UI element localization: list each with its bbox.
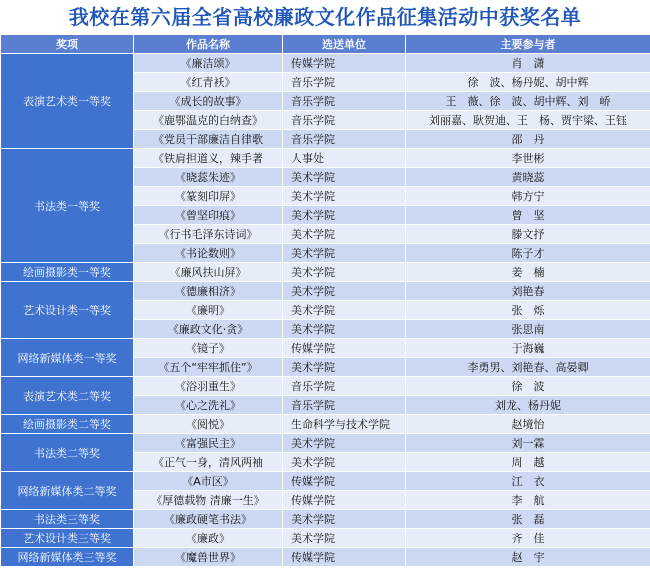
participants-cell: 刘龙、杨丹妮 xyxy=(406,396,650,415)
participants-cell: 邵 丹 xyxy=(406,130,650,149)
participants-cell: 赵 宇 xyxy=(406,548,650,567)
participants-cell: 韩方宁 xyxy=(406,187,650,206)
participants-cell: 张 磊 xyxy=(406,510,650,529)
award-category-cell: 网络新媒体类二等奖 xyxy=(1,472,134,510)
unit-cell: 传媒学院 xyxy=(283,491,406,510)
table-row xyxy=(1,263,650,282)
work-name-cell: 《廉洁颂》 xyxy=(134,54,283,73)
award-category-cell: 网络新媒体类一等奖 xyxy=(1,339,134,377)
unit-cell: 美术学院 xyxy=(283,301,406,320)
participants-cell: 李 航 xyxy=(406,491,650,510)
award-category-cell: 表演艺术类二等奖 xyxy=(1,377,134,415)
participants-cell: 徐 波、杨丹妮、胡中辉 xyxy=(406,73,650,92)
unit-cell: 音乐学院 xyxy=(283,396,406,415)
participants-cell: 徐 波 xyxy=(406,377,650,396)
participants-cell: 黄晓蕊 xyxy=(406,168,650,187)
header-participants: 主要参与者 xyxy=(406,35,650,54)
unit-cell: 音乐学院 xyxy=(283,130,406,149)
participants-cell: 刘艳春 xyxy=(406,282,650,301)
participants-cell: 李勇男、刘艳春、高晏卿 xyxy=(406,358,650,377)
unit-cell: 传媒学院 xyxy=(283,548,406,567)
work-name-cell: 《书论数则》 xyxy=(134,244,283,263)
unit-cell: 美术学院 xyxy=(283,434,406,453)
header-work: 作品名称 xyxy=(134,35,283,54)
work-name-cell: 《廉明》 xyxy=(134,301,283,320)
unit-cell: 传媒学院 xyxy=(283,339,406,358)
participants-cell: 张思南 xyxy=(406,320,650,339)
unit-cell: 传媒学院 xyxy=(283,472,406,491)
participants-cell: 滕文抒 xyxy=(406,225,650,244)
work-name-cell: 《廉政硬笔书法》 xyxy=(134,510,283,529)
unit-cell: 人事处 xyxy=(283,149,406,168)
participants-cell: 张 烁 xyxy=(406,301,650,320)
award-category-cell: 绘画摄影类二等奖 xyxy=(1,415,134,434)
unit-cell: 美术学院 xyxy=(283,282,406,301)
award-table xyxy=(0,34,650,567)
table-row xyxy=(1,377,650,396)
unit-cell: 音乐学院 xyxy=(283,92,406,111)
work-name-cell: 《浴羽重生》 xyxy=(134,377,283,396)
work-name-cell: 《A市区》 xyxy=(134,472,283,491)
work-name-cell: 《阅悦》 xyxy=(134,415,283,434)
unit-cell: 音乐学院 xyxy=(283,377,406,396)
table-row xyxy=(1,529,650,548)
unit-cell: 美术学院 xyxy=(283,206,406,225)
award-category-cell: 网络新媒体类三等奖 xyxy=(1,548,134,567)
unit-cell: 传媒学院 xyxy=(283,54,406,73)
work-name-cell: 《富强民主》 xyxy=(134,434,283,453)
table-row xyxy=(1,434,650,453)
award-category-cell: 艺术设计类一等奖 xyxy=(1,282,134,339)
work-name-cell: 《行书毛泽东诗词》 xyxy=(134,225,283,244)
participants-cell: 曾 坚 xyxy=(406,206,650,225)
unit-cell: 美术学院 xyxy=(283,529,406,548)
table-row xyxy=(1,282,650,301)
unit-cell: 美术学院 xyxy=(283,225,406,244)
work-name-cell: 《镜子》 xyxy=(134,339,283,358)
award-category-cell: 书法类一等奖 xyxy=(1,149,134,263)
participants-cell: 赵境怡 xyxy=(406,415,650,434)
unit-cell: 音乐学院 xyxy=(283,73,406,92)
award-category-cell: 表演艺术类一等奖 xyxy=(1,54,134,149)
participants-cell: 齐 佳 xyxy=(406,529,650,548)
unit-cell: 美术学院 xyxy=(283,244,406,263)
unit-cell: 美术学院 xyxy=(283,510,406,529)
unit-cell: 音乐学院 xyxy=(283,111,406,130)
work-name-cell: 《鹿鄂温克的白纳查》 xyxy=(134,111,283,130)
work-name-cell: 《党员干部廉洁自律歌 xyxy=(134,130,283,149)
table-row xyxy=(1,472,650,491)
unit-cell: 美术学院 xyxy=(283,187,406,206)
work-name-cell: 《成长的故事》 xyxy=(134,92,283,111)
work-name-cell: 《厚德载物 清廉一生》 xyxy=(134,491,283,510)
award-category-cell: 书法类三等奖 xyxy=(1,510,134,529)
unit-cell: 美术学院 xyxy=(283,168,406,187)
work-name-cell: 《篆刻印屏》 xyxy=(134,187,283,206)
unit-cell: 美术学院 xyxy=(283,453,406,472)
unit-cell: 美术学院 xyxy=(283,263,406,282)
page-title: 我校在第六届全省高校廉政文化作品征集活动中获奖名单 xyxy=(68,5,582,29)
participants-cell: 江 衣 xyxy=(406,472,650,491)
participants-cell: 王 薇、徐 波、胡中辉、刘 峤 xyxy=(406,92,650,111)
table-body xyxy=(1,54,650,567)
award-category-cell: 书法类二等奖 xyxy=(1,434,134,472)
table-row xyxy=(1,339,650,358)
award-category-cell: 绘画摄影类一等奖 xyxy=(1,263,134,282)
work-name-cell: 《魔兽世界》 xyxy=(134,548,283,567)
work-name-cell: 《廉风扶山屏》 xyxy=(134,263,283,282)
participants-cell: 于海巍 xyxy=(406,339,650,358)
participants-cell: 李世彬 xyxy=(406,149,650,168)
participants-cell: 刘一霖 xyxy=(406,434,650,453)
work-name-cell: 《心之洗礼》 xyxy=(134,396,283,415)
participants-cell: 肖 潇 xyxy=(406,54,650,73)
work-name-cell: 《铁肩担道义，辣手著 xyxy=(134,149,283,168)
table-row xyxy=(1,149,650,168)
work-name-cell: 《廉政》 xyxy=(134,529,283,548)
work-name-cell: 《晓蕊朱迹》 xyxy=(134,168,283,187)
table-header-row xyxy=(1,35,650,54)
participants-cell: 陈子才 xyxy=(406,244,650,263)
work-name-cell: 《廉政文化·贪》 xyxy=(134,320,283,339)
unit-cell: 美术学院 xyxy=(283,358,406,377)
award-category-cell: 艺术设计类三等奖 xyxy=(1,529,134,548)
work-name-cell: 《正气一身，清风两袖 xyxy=(134,453,283,472)
work-name-cell: 《曾坚印痕》 xyxy=(134,206,283,225)
table-row xyxy=(1,548,650,567)
unit-cell: 生命科学与技术学院 xyxy=(283,415,406,434)
participants-cell: 刘丽嘉、耿贺迪、王 杨、贾宇梁、王钰 xyxy=(406,111,650,130)
work-name-cell: 《红青袄》 xyxy=(134,73,283,92)
work-name-cell: 《德廉相济》 xyxy=(134,282,283,301)
work-name-cell: 《五个“牢牢抓住”》 xyxy=(134,358,283,377)
participants-cell: 周 越 xyxy=(406,453,650,472)
table-row xyxy=(1,54,650,73)
header-unit: 选送单位 xyxy=(283,35,406,54)
header-award: 奖项 xyxy=(1,35,134,54)
participants-cell: 姜 楠 xyxy=(406,263,650,282)
table-row xyxy=(1,415,650,434)
unit-cell: 美术学院 xyxy=(283,320,406,339)
table-row xyxy=(1,510,650,529)
